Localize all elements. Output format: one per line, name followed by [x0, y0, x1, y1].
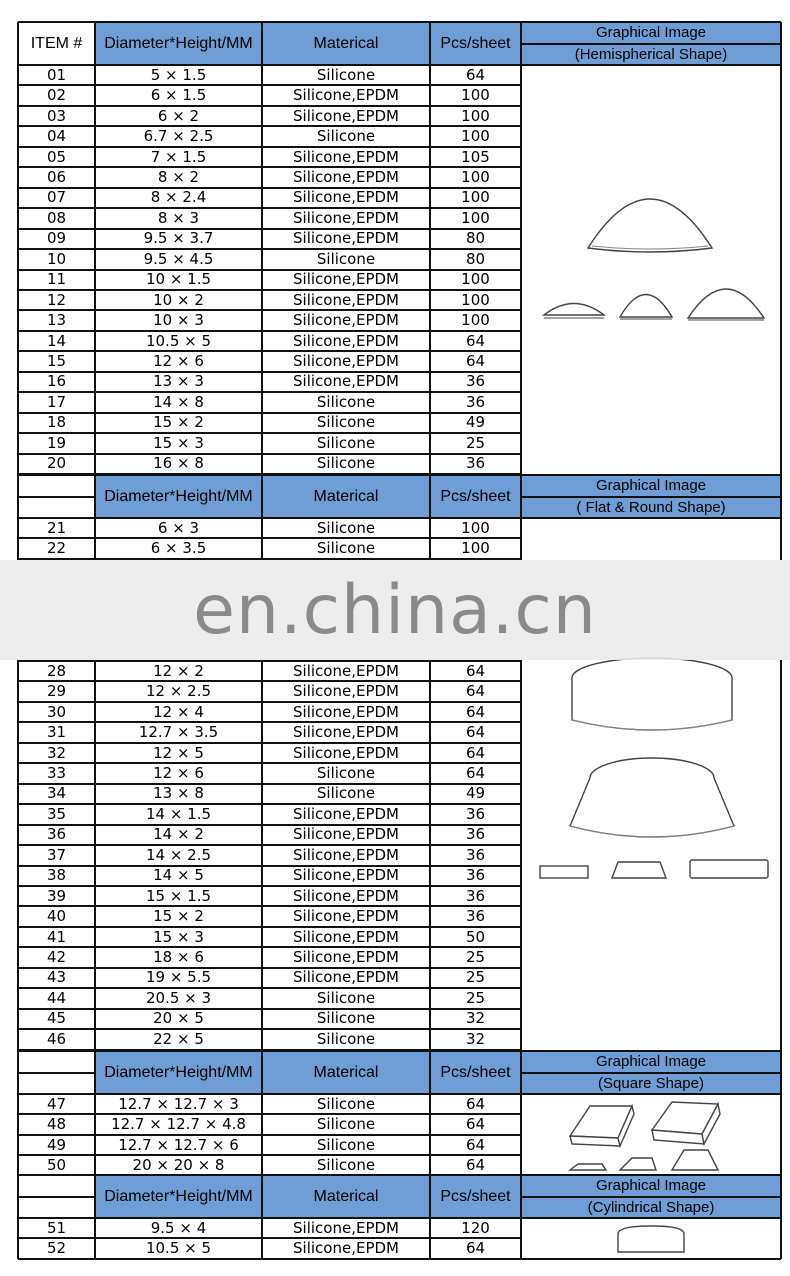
size-value: 15 × 3	[153, 927, 204, 946]
header-shape-name: (Hemispherical Shape)	[521, 44, 781, 66]
grid-line-horizontal	[18, 1196, 95, 1198]
item-number: 43	[46, 968, 67, 987]
item-number: 08	[46, 208, 67, 227]
header-size: Diameter*Height/MM	[95, 475, 262, 518]
pcs-value: 100	[461, 270, 490, 289]
material-value: Silicone,EPDM	[293, 290, 399, 309]
grid-line-vertical	[780, 22, 782, 65]
pcs-value: 49	[465, 784, 486, 803]
material-value: Silicone,EPDM	[293, 682, 399, 701]
item-number: 45	[46, 1009, 67, 1028]
grid-line-horizontal	[521, 1196, 781, 1198]
grid-line-vertical	[780, 65, 782, 475]
material-value: Silicone,EPDM	[293, 188, 399, 207]
material-value: Silicone,EPDM	[293, 352, 399, 371]
grid-line-horizontal	[18, 496, 95, 498]
pcs-value: 50	[465, 927, 486, 946]
grid-line-vertical	[429, 1051, 431, 1094]
size-value: 6 × 3.5	[150, 539, 207, 558]
material-value: Silicone,EPDM	[293, 167, 399, 186]
grid-line-vertical	[94, 1218, 96, 1259]
item-number: 11	[46, 270, 67, 289]
pcs-value: 49	[465, 413, 486, 432]
item-number: 09	[46, 229, 67, 248]
item-number: 28	[46, 661, 67, 680]
item-number: 19	[46, 433, 67, 452]
grid-line-vertical	[261, 65, 263, 475]
item-number: 38	[46, 866, 67, 885]
pcs-value: 25	[465, 968, 486, 987]
pcs-value: 64	[465, 1135, 486, 1154]
material-value: Silicone,EPDM	[293, 845, 399, 864]
hemisphere-icon	[522, 180, 780, 330]
material-value: Silicone	[316, 988, 376, 1007]
item-number: 31	[46, 723, 67, 742]
header-size: Diameter*Height/MM	[95, 1175, 262, 1218]
grid-line-vertical	[780, 1218, 782, 1259]
header-pcs: Pcs/sheet	[430, 1051, 521, 1094]
size-value: 8 × 2.4	[150, 188, 207, 207]
header-shape-name: (Square Shape)	[521, 1073, 781, 1095]
size-value: 6 × 1.5	[150, 86, 207, 105]
pcs-value: 32	[465, 1009, 486, 1028]
pcs-value: 100	[461, 127, 490, 146]
material-value: Silicone	[316, 1094, 376, 1113]
pcs-value: 100	[461, 86, 490, 105]
item-number: 37	[46, 845, 67, 864]
pcs-value: 64	[465, 1094, 486, 1113]
grid-line-vertical	[261, 518, 263, 560]
header-pcs: Pcs/sheet	[430, 22, 521, 65]
grid-line-vertical	[17, 1051, 19, 1094]
item-number: 17	[46, 392, 67, 411]
pcs-value: 36	[465, 866, 486, 885]
pcs-value: 120	[461, 1218, 490, 1237]
grid-line-vertical	[429, 660, 431, 1051]
size-value: 20.5 × 3	[145, 988, 212, 1007]
size-value: 22 × 5	[153, 1029, 204, 1048]
pcs-value: 36	[465, 886, 486, 905]
size-value: 12.7 × 12.7 × 3	[118, 1094, 239, 1113]
material-value: Silicone,EPDM	[293, 927, 399, 946]
grid-line-horizontal	[18, 1174, 781, 1176]
material-value: Silicone,EPDM	[293, 702, 399, 721]
header-shape-name: (Cylindrical Shape)	[521, 1197, 781, 1219]
pcs-value: 36	[465, 825, 486, 844]
grid-line-vertical	[94, 660, 96, 1051]
material-value: Silicone	[316, 127, 376, 146]
size-value: 13 × 8	[153, 784, 204, 803]
pcs-value: 64	[465, 682, 486, 701]
item-number: 46	[46, 1029, 67, 1048]
item-number: 13	[46, 311, 67, 330]
header-graphical-image: Graphical Image	[521, 1051, 781, 1073]
square-icon	[522, 1098, 780, 1174]
item-number: 40	[46, 907, 67, 926]
material-value: Silicone	[316, 65, 376, 84]
grid-line-vertical	[520, 475, 522, 518]
size-value: 14 × 5	[153, 866, 204, 885]
header-pcs: Pcs/sheet	[430, 1175, 521, 1218]
pcs-value: 32	[465, 1029, 486, 1048]
header-shape-name: ( Flat & Round Shape)	[521, 497, 781, 519]
grid-line-vertical	[94, 475, 96, 518]
grid-line-vertical	[94, 1051, 96, 1094]
grid-line-vertical	[261, 660, 263, 1051]
pcs-value: 80	[465, 249, 486, 268]
pcs-value: 36	[465, 845, 486, 864]
grid-line-vertical	[520, 1175, 522, 1218]
size-value: 5 × 1.5	[150, 65, 207, 84]
grid-line-vertical	[94, 65, 96, 475]
grid-line-vertical	[261, 22, 263, 65]
size-value: 15 × 2	[153, 413, 204, 432]
header-material: Materical	[262, 1051, 430, 1094]
grid-line-horizontal	[521, 43, 781, 45]
material-value: Silicone	[316, 1135, 376, 1154]
size-value: 7 × 1.5	[150, 147, 207, 166]
grid-line-vertical	[780, 660, 782, 1051]
size-value: 13 × 3	[153, 372, 204, 391]
material-value: Silicone,EPDM	[293, 372, 399, 391]
header-size: Diameter*Height/MM	[95, 1051, 262, 1094]
size-value: 10.5 × 5	[145, 331, 212, 350]
pcs-value: 64	[465, 1239, 486, 1258]
size-value: 14 × 8	[153, 392, 204, 411]
pcs-value: 64	[465, 1156, 486, 1175]
item-number: 14	[46, 331, 67, 350]
item-number: 22	[46, 539, 67, 558]
material-value: Silicone,EPDM	[293, 825, 399, 844]
item-number: 03	[46, 106, 67, 125]
material-value: Silicone	[316, 1029, 376, 1048]
material-value: Silicone,EPDM	[293, 866, 399, 885]
grid-line-vertical	[520, 518, 522, 560]
pcs-value: 36	[465, 907, 486, 926]
pcs-value: 100	[461, 518, 490, 537]
size-value: 18 × 6	[153, 948, 204, 967]
pcs-value: 64	[465, 763, 486, 782]
size-value: 19 × 5.5	[145, 968, 212, 987]
item-number: 16	[46, 372, 67, 391]
material-value: Silicone,EPDM	[293, 208, 399, 227]
size-value: 12 × 5	[153, 743, 204, 762]
grid-line-vertical	[261, 1051, 263, 1094]
header-material: Materical	[262, 22, 430, 65]
pcs-value: 25	[465, 433, 486, 452]
item-number: 29	[46, 682, 67, 701]
item-number: 02	[46, 86, 67, 105]
grid-line-vertical	[17, 518, 19, 560]
material-value: Silicone,EPDM	[293, 907, 399, 926]
item-number: 12	[46, 290, 67, 309]
grid-line-vertical	[429, 65, 431, 475]
size-value: 10.5 × 5	[145, 1239, 212, 1258]
size-value: 9.5 × 3.7	[143, 229, 214, 248]
grid-line-vertical	[94, 1175, 96, 1218]
grid-line-horizontal	[18, 1072, 95, 1074]
size-value: 12 × 4	[153, 702, 204, 721]
material-value: Silicone	[316, 454, 376, 473]
grid-line-vertical	[17, 475, 19, 518]
pcs-value: 80	[465, 229, 486, 248]
grid-line-vertical	[94, 518, 96, 560]
header-size: Diameter*Height/MM	[95, 22, 262, 65]
item-number: 39	[46, 886, 67, 905]
material-value: Silicone,EPDM	[293, 723, 399, 742]
grid-line-vertical	[429, 475, 431, 518]
item-number: 18	[46, 413, 67, 432]
material-value: Silicone	[316, 433, 376, 452]
grid-line-vertical	[17, 1175, 19, 1218]
material-value: Silicone,EPDM	[293, 804, 399, 823]
header-item: ITEM #	[18, 22, 95, 65]
item-number: 05	[46, 147, 67, 166]
grid-line-vertical	[17, 22, 19, 65]
item-number: 48	[46, 1115, 67, 1134]
item-number: 49	[46, 1135, 67, 1154]
size-value: 20 × 20 × 8	[132, 1156, 225, 1175]
grid-line-vertical	[261, 1094, 263, 1175]
header-material: Materical	[262, 475, 430, 518]
pcs-value: 100	[461, 167, 490, 186]
pcs-value: 100	[461, 290, 490, 309]
size-value: 14 × 2.5	[145, 845, 212, 864]
header-material: Materical	[262, 1175, 430, 1218]
pcs-value: 36	[465, 372, 486, 391]
material-value: Silicone	[316, 784, 376, 803]
grid-line-vertical	[261, 475, 263, 518]
grid-line-vertical	[780, 1175, 782, 1218]
grid-line-vertical	[94, 1094, 96, 1175]
pcs-value: 36	[465, 392, 486, 411]
size-value: 12 × 6	[153, 352, 204, 371]
item-number: 07	[46, 188, 67, 207]
grid-line-vertical	[520, 1051, 522, 1094]
item-number: 50	[46, 1156, 67, 1175]
header-graphical-image: Graphical Image	[521, 22, 781, 44]
size-value: 6 × 2	[157, 106, 200, 125]
size-value: 12.7 × 12.7 × 4.8	[111, 1115, 246, 1134]
item-number: 52	[46, 1239, 67, 1258]
item-number: 51	[46, 1218, 67, 1237]
item-number: 15	[46, 352, 67, 371]
pcs-value: 64	[465, 331, 486, 350]
size-value: 10 × 2	[153, 290, 204, 309]
header-graphical-image: Graphical Image	[521, 475, 781, 497]
item-number: 01	[46, 65, 67, 84]
item-number: 30	[46, 702, 67, 721]
cylinder-icon	[522, 1222, 780, 1256]
grid-line-vertical	[429, 518, 431, 560]
material-value: Silicone,EPDM	[293, 886, 399, 905]
item-number: 34	[46, 784, 67, 803]
size-value: 15 × 2	[153, 907, 204, 926]
material-value: Silicone	[316, 763, 376, 782]
pcs-value: 100	[461, 311, 490, 330]
size-value: 12.7 × 12.7 × 6	[118, 1135, 239, 1154]
pcs-value: 100	[461, 106, 490, 125]
material-value: Silicone	[316, 518, 376, 537]
material-value: Silicone,EPDM	[293, 229, 399, 248]
material-value: Silicone,EPDM	[293, 743, 399, 762]
item-number: 04	[46, 127, 67, 146]
pcs-value: 36	[465, 454, 486, 473]
size-value: 12 × 2.5	[145, 682, 212, 701]
size-value: 6 × 3	[157, 518, 200, 537]
pcs-value: 64	[465, 661, 486, 680]
size-value: 20 × 5	[153, 1009, 204, 1028]
size-value: 10 × 3	[153, 311, 204, 330]
size-value: 14 × 2	[153, 825, 204, 844]
grid-line-vertical	[17, 1094, 19, 1175]
material-value: Silicone	[316, 249, 376, 268]
size-value: 12 × 6	[153, 763, 204, 782]
item-number: 06	[46, 167, 67, 186]
material-value: Silicone,EPDM	[293, 311, 399, 330]
pcs-value: 25	[465, 948, 486, 967]
size-value: 6.7 × 2.5	[143, 127, 214, 146]
item-number: 41	[46, 927, 67, 946]
pcs-value: 64	[465, 743, 486, 762]
item-number: 20	[46, 454, 67, 473]
grid-line-vertical	[780, 1051, 782, 1094]
size-value: 14 × 1.5	[145, 804, 212, 823]
size-value: 16 × 8	[153, 454, 204, 473]
item-number: 35	[46, 804, 67, 823]
grid-line-vertical	[780, 1094, 782, 1175]
item-number: 47	[46, 1094, 67, 1113]
pcs-value: 64	[465, 352, 486, 371]
grid-line-vertical	[17, 65, 19, 475]
grid-line-vertical	[520, 22, 522, 65]
pcs-value: 105	[461, 147, 490, 166]
size-value: 8 × 3	[157, 208, 200, 227]
material-value: Silicone,EPDM	[293, 1239, 399, 1258]
material-value: Silicone,EPDM	[293, 270, 399, 289]
size-value: 15 × 3	[153, 433, 204, 452]
pcs-value: 64	[465, 1115, 486, 1134]
material-value: Silicone,EPDM	[293, 661, 399, 680]
size-value: 12 × 2	[153, 661, 204, 680]
grid-line-vertical	[94, 22, 96, 65]
material-value: Silicone,EPDM	[293, 331, 399, 350]
item-number: 21	[46, 518, 67, 537]
grid-line-vertical	[261, 1175, 263, 1218]
grid-line-horizontal	[18, 1050, 781, 1052]
pcs-value: 100	[461, 208, 490, 227]
item-number: 42	[46, 948, 67, 967]
material-value: Silicone	[316, 1156, 376, 1175]
material-value: Silicone,EPDM	[293, 147, 399, 166]
grid-line-horizontal	[521, 496, 781, 498]
material-value: Silicone,EPDM	[293, 106, 399, 125]
material-value: Silicone	[316, 1115, 376, 1134]
pcs-value: 64	[465, 702, 486, 721]
pcs-value: 64	[465, 65, 486, 84]
pcs-value: 100	[461, 188, 490, 207]
grid-line-vertical	[17, 660, 19, 1051]
size-value: 10 × 1.5	[145, 270, 212, 289]
grid-line-vertical	[429, 22, 431, 65]
grid-line-vertical	[429, 1218, 431, 1259]
size-value: 9.5 × 4.5	[143, 249, 214, 268]
pcs-value: 64	[465, 723, 486, 742]
watermark-text: en.china.cn	[193, 570, 597, 650]
size-value: 9.5 × 4	[150, 1218, 207, 1237]
pcs-value: 100	[461, 539, 490, 558]
grid-line-vertical	[261, 1218, 263, 1259]
header-graphical-image: Graphical Image	[521, 1175, 781, 1197]
grid-line-vertical	[429, 1094, 431, 1175]
material-value: Silicone	[316, 1009, 376, 1028]
size-value: 12.7 × 3.5	[138, 723, 219, 742]
material-value: Silicone,EPDM	[293, 1218, 399, 1237]
grid-line-vertical	[780, 475, 782, 518]
size-value: 15 × 1.5	[145, 886, 212, 905]
grid-line-vertical	[17, 1218, 19, 1259]
item-number: 36	[46, 825, 67, 844]
flat-round-icon	[522, 650, 780, 885]
material-value: Silicone	[316, 413, 376, 432]
pcs-value: 36	[465, 804, 486, 823]
grid-line-horizontal	[521, 1258, 781, 1260]
header-pcs: Pcs/sheet	[430, 475, 521, 518]
item-number: 33	[46, 763, 67, 782]
material-value: Silicone,EPDM	[293, 86, 399, 105]
item-number: 44	[46, 988, 67, 1007]
grid-line-horizontal	[18, 21, 781, 23]
material-value: Silicone,EPDM	[293, 968, 399, 987]
grid-line-horizontal	[18, 474, 781, 476]
grid-line-horizontal	[521, 1072, 781, 1074]
item-number: 10	[46, 249, 67, 268]
material-value: Silicone	[316, 392, 376, 411]
grid-line-vertical	[429, 1175, 431, 1218]
watermark-banner	[0, 560, 790, 660]
pcs-value: 25	[465, 988, 486, 1007]
size-value: 8 × 2	[157, 167, 200, 186]
grid-line-vertical	[780, 518, 782, 560]
material-value: Silicone	[316, 539, 376, 558]
material-value: Silicone,EPDM	[293, 948, 399, 967]
item-number: 32	[46, 743, 67, 762]
